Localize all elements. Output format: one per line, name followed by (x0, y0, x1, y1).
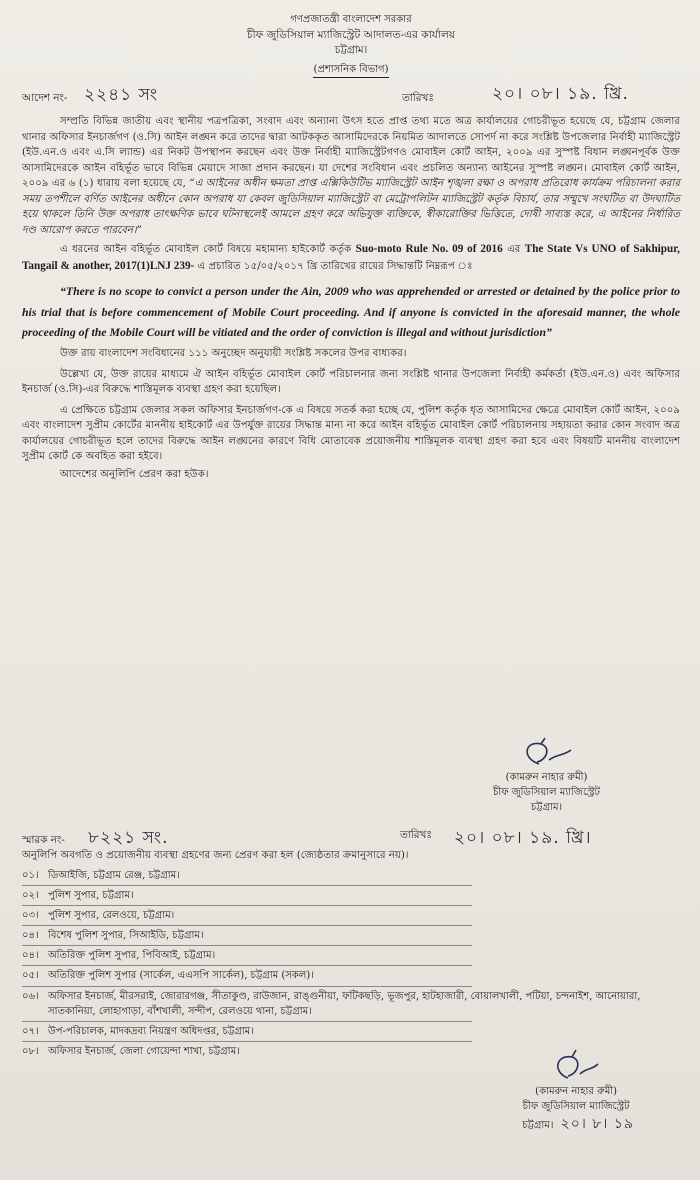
signature-block-2 (522, 1048, 634, 1135)
high-court-quote: “There is no scope to convict a person under the Ain, 2009 who was apprehended or arrested or detained by the police prior to his trial that is before commencement of Mobile Court proceeding. And if anyone is convicted in the aforesaid manner, the whole proceeding of the Mobile Court will be vitiated and the order of conviction is illegal and without jurisdiction” (22, 284, 680, 339)
copy-recipient-number: ০৩। (22, 909, 39, 921)
order-date-label: তারিখঃ (402, 92, 434, 105)
memo-date-label: তারিখঃ (400, 829, 432, 841)
paragraph-1 (22, 114, 680, 238)
paragraph-2-start: এ ধরনের আইন বহির্ভূত মোবাইল কোর্ট বিষয়ে মহামান্য হাইকোর্ট কর্তৃক (60, 244, 352, 256)
copy-recipient-item (22, 989, 680, 1019)
copy-intro: অনুলিপি অবগতি ও প্রয়োজনীয় ব্যবস্থা গ্রহণের জন্য প্রেরণ করা হল (জ্যেষ্ঠতার ক্রমানুসারে নয়)। (22, 850, 409, 861)
copy-recipient-text: অফিসার ইনচার্জ, জেলা গোয়েন্দা শাখা, চট্টগ্রাম। (48, 1046, 240, 1058)
copy-recipient-text: অফিসার ইনচার্জ, মীরসরাই, জোরারগঞ্জ, সীতাকুণ্ড, রাউজান, রাঙ্গুনীয়া, ফটিকছড়ি, ভূজপুর, হাটহাজারী, বোয়ালখালী, পটিয়া, চন্দনাইশ, আনোয়ারা, সাতকানিয়া, লোহাগাড়া, বাঁশখালী, সন্দীপ, রেলওয়ে থানা, চট্টগ্রাম। (48, 990, 641, 1017)
copy-recipient-item (22, 868, 680, 883)
signature-scribble-icon (511, 736, 581, 770)
copy-recipient-item (22, 908, 680, 923)
copy-distribution (22, 848, 680, 1059)
order-date-handwritten: ২০। ০৮। ১৯. খ্রি. (492, 84, 629, 105)
signatory-name: (কামরুন নাহার রুমী) (505, 772, 588, 783)
copy-list-divider (22, 1021, 472, 1022)
paragraph-1-text: সম্প্রতি বিভিন্ন জাতীয় এবং স্থানীয় পত্রপত্রিকা, সংবাদ এবং অন্যান্য উৎস হতে প্রাপ্ত তথ্য মতে অত্র কার্যালয়ের গোচরীভূত হয়েছে যে, চট্টগ্রাম জেলার থানার অফিসার ইনচার্জগণ (ও.সি) আইন লঙ্ঘন করে তাদের দ্বারা আটককৃত আসামিদেরকে নিয়মিত আদালতে সোপর্দ না করে সংশ্লিষ্ট উপজেলার নির্বাহী ম্যাজিস্ট্রেট (ইউ.এন.ও এবং এ.সি ল্যান্ড) এর নিকট উপস্থাপন করছেন এবং উক্ত নির্বাহী ম্যাজিস্ট্রেটগণও মোবাইল কোর্ট আইন, ২০০৯ এর সুস্পষ্ট বিধান লঙ্ঘনপূর্বক উক্ত আসামিদেরকে আইন বহির্ভূত ভাবে বিভিন্ন মেয়াদে সাজা প্রদান করছেন। যা দেশের সংবিধান এবং প্রচলিত অন্যান্য আইনের সুস্পষ্ট লঙ্ঘন। মোবাইল কোর্ট আইন, ২০০৯ এর ৬ (১) ধারায় বলা হয়েছে যে, (22, 116, 680, 190)
copy-recipient-number: ০১। (22, 869, 39, 881)
copy-recipient-number: ০৪। (22, 930, 39, 942)
copy-recipient-item (22, 1024, 680, 1039)
copy-recipient-number: ০৮। (22, 1046, 39, 1058)
copy-list-divider (22, 945, 472, 946)
signatory-place-copy-line (522, 1114, 634, 1135)
section-6-1-quotation: “এ আইনের অধীন ক্ষমতা প্রাপ্ত এক্সিকিউটিভ ম্যাজিস্ট্রেট আইন শৃঙ্খলা রক্ষা ও অপরাধ প্রতিরোধ কার্যক্রম পরিচালনা করার সময় তপশীলে বর্ণিত আইনের অধীনে কোন অপরাধ যা কেবল জুডিসিয়াল ম্যাজিস্ট্রেট বা মেট্রোপলিটন ম্যাজিস্ট্রেট কর্তৃক বিচার্য, তার সম্মুখে সংঘটিত বা উদঘাটিত হয়ে থাকলে তিনি উক্ত অপরাধ তাৎক্ষণিক ভাবে ঘটনাস্থলেই আমলে গ্রহণ করে অভিযুক্ত ব্যক্তিকে, স্বীকারোক্তির ভিত্তিতে, দোষী সাব্যস্ত করে, এ আইনের নির্ধারিত দণ্ড আরোপ করতে পারবেন।” (22, 178, 680, 236)
copy-list-divider (22, 1041, 472, 1042)
copy-list-divider (22, 925, 472, 926)
copy-list-divider (22, 885, 472, 886)
paragraph-2-mid: এর (507, 244, 521, 256)
copy-list-divider (22, 986, 472, 987)
copy-recipient-text: অতিরিক্ত পুলিশ সুপার, পিবিআই, চট্টগ্রাম। (48, 950, 216, 962)
copy-list-divider (22, 965, 472, 966)
copy-list-divider (22, 905, 472, 906)
signatory-title-copy: চীফ জুডিসিয়াল ম্যাজিস্ট্রেট (522, 1101, 630, 1112)
paragraph-2 (22, 241, 680, 275)
order-number-handwritten: ২২৪১ সং (84, 85, 159, 106)
copy-recipient-item (22, 968, 680, 983)
letterhead-city: চট্টগ্রাম। (334, 44, 368, 57)
copy-recipient-text: বিশেষ পুলিশ সুপার, সিআইডি, চট্টগ্রাম। (48, 930, 204, 942)
signature-scribble-icon (546, 1048, 606, 1084)
order-number-label: আদেশ নং- (22, 92, 68, 105)
copy-recipient-text: ডিআইজি, চট্টগ্রাম রেঞ্জ, চট্টগ্রাম। (48, 869, 180, 881)
copy-recipient-number: ০৭। (22, 1026, 39, 1037)
letterhead (22, 12, 680, 78)
letterhead-government: গণপ্রজাতন্ত্রী বাংলাদেশ সরকার (290, 14, 412, 25)
memo-number-label: স্মারক নং- (22, 834, 65, 846)
paragraph-4: উল্লেখ্য যে, উক্ত রায়ের মাধ্যমে ঐ আইন বহির্ভূত মোবাইল কোর্ট পরিচালনার জন্য সংশ্লিষ্ট থানার উপজেলা নির্বাহী কর্মকর্তা (ইউ.এন.ও) এবং অফিসার ইনচার্জ (ও.সি)-এর বিরুদ্ধে শাস্তিমূলক ব্যবস্থা গ্রহণ করা হয়েছিল। (22, 368, 681, 396)
signature-date-handwritten: ২০। ৮। ১৯ (560, 1116, 634, 1132)
copy-recipient-item (22, 948, 680, 963)
paragraph-2-end: এ প্রচারিত ১৫/০৫/২০১৭ খ্রি তারিখের রায়ের সিদ্ধান্তটি নিম্নরূপ ঃ (197, 261, 473, 273)
memo-number-handwritten: ৮২২১ সং. (88, 828, 169, 848)
letterhead-department: (প্রশাসনিক বিভাগ) (313, 62, 388, 78)
copy-recipient-number: ০৪। (22, 950, 39, 962)
memo-date-handwritten: ২০। ০৮। ১৯. খ্রি। (454, 828, 592, 848)
copy-recipient-number: ০৫। (22, 970, 39, 982)
copy-recipient-text: পুলিশ সুপার, রেলওয়ে, চট্টগ্রাম। (48, 909, 175, 921)
copy-recipient-item (22, 888, 680, 903)
copy-recipient-text: উপ-পরিচালক, মাদকদ্রব্য নিয়ন্ত্রণ অধিদপ্তর, চট্টগ্রাম। (48, 1026, 254, 1037)
letterhead-office: চীফ জুডিসিয়াল ম্যাজিস্ট্রেট আদালত-এর কার্যালয় (246, 29, 456, 42)
case-reference-citation: The State Vs UNO of Sakhipur, Tangail & another, 2017(1)LNJ 239- (22, 243, 680, 273)
signatory-place: চট্টগ্রাম। (530, 802, 563, 813)
copy-recipient-number: ০২। (22, 889, 39, 901)
signatory-title: চীফ জুডিসিয়াল ম্যাজিস্ট্রেট (492, 787, 600, 798)
paragraph-5: এ প্রেক্ষিতে চট্টগ্রাম জেলার সকল অফিসার ইনচার্জগণ-কে এ বিষয়ে সতর্ক করা হচ্ছে যে, পুলিশ কর্তৃক ধৃত আসামিদের ক্ষেত্রে মোবাইল কোর্ট আইন, ২০০৯ এবং বাংলাদেশ সুপ্রীম কোর্টের মাননীয় হাইকোর্ট এর উপর্যুক্ত রায়ের সিদ্ধান্ত মান্য না করে আইন বহির্ভূত মোবাইল কোর্ট পরিচালনায় সহায়তা করার কোন সংবাদ অত্র কার্যালয়ের গোচরীভূত হলে তাদের বিরুদ্ধে আইন লঙ্ঘনের কারণে বিধি মোতাবেক প্রয়োজনীয় শাস্তিমূলক ব্যবস্থা গ্রহণ করা হবে এবং বিষয়টি মাননীয় বাংলাদেশ সুপ্রীম কোর্ট কে অবহিত করা হইবে। (22, 404, 680, 463)
paragraph-6: আদেশের অনুলিপি প্রেরণ করা হউক। (60, 468, 209, 480)
signatory-name-copy: (কামরুন নাহার রুমী) (535, 1086, 618, 1097)
copy-recipient-text: অতিরিক্ত পুলিশ সুপার (সার্কেল, এএসপি সার্কেল), চট্টগ্রাম (সকল)। (48, 970, 314, 982)
order-reference-line (22, 84, 680, 110)
copy-recipient-item (22, 928, 680, 943)
copy-recipient-text: পুলিশ সুপার, চট্টগ্রাম। (48, 889, 134, 901)
copy-recipient-number: ০৬। (22, 990, 39, 1002)
signature-block-1 (493, 736, 600, 815)
copy-recipient-list (22, 868, 680, 1060)
case-reference-rule: Suo-moto Rule No. 09 of 2016 (355, 243, 503, 256)
signatory-place-copy: চট্টগ্রাম। (522, 1120, 554, 1131)
paragraph-3: উক্ত রায় বাংলাদেশ সংবিধানের ১১১ অনুচ্ছেদ অনুযায়ী সংশ্লিষ্ট সকলের উপর বাধ্যকর। (60, 348, 407, 360)
